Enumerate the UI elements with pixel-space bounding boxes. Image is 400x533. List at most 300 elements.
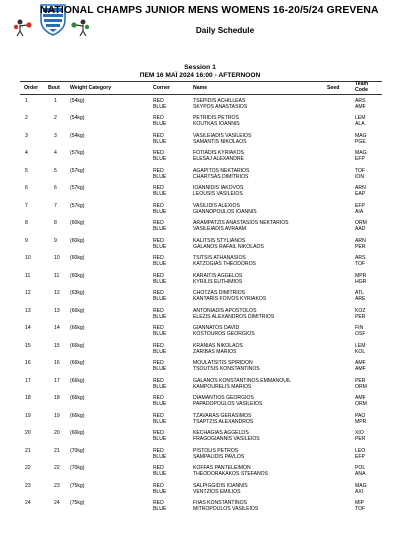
red-boxer-name: MOULATSITIS SPIRIDON: [193, 360, 253, 366]
column-header-weight-category: Weight Category: [70, 85, 112, 91]
red-team-code: ATL: [355, 290, 364, 296]
red-boxer-name: TZAVARAS GERASIMOS: [193, 412, 252, 419]
red-team-code: POL: [355, 465, 366, 471]
page-header: [0, 0, 400, 44]
order-cell: 7: [25, 202, 28, 209]
corner-red-label: RED: [153, 360, 164, 366]
corner-cell: [153, 448, 166, 460]
corner-cell: [153, 378, 166, 390]
blue-boxer-name: SAMANTIS NIKOLAOS: [193, 138, 247, 145]
blue-team-code: ORM: [355, 383, 367, 390]
team-code-cell: [355, 483, 367, 495]
corner-red-label: RED: [153, 342, 164, 349]
corner-blue-label: BLUE: [153, 173, 167, 180]
bout-cell: 20: [54, 430, 60, 436]
corner-red-label: RED: [153, 325, 164, 331]
corner-red-label: RED: [153, 237, 164, 244]
corner-cell: [153, 238, 166, 250]
corner-red-label: RED: [153, 115, 164, 121]
order-cell: 13: [25, 307, 31, 314]
order-cell: 18: [25, 395, 31, 401]
red-boxer-name: ANTONIADIS APOSTOLOS: [193, 307, 257, 314]
corner-red-label: RED: [153, 185, 164, 191]
bout-cell: 3: [54, 132, 57, 139]
table-row: [0, 202, 400, 220]
table-row: [0, 149, 400, 167]
corner-red-label: RED: [153, 377, 164, 384]
red-boxer-name: AGAPITOS NEKTARIOS: [193, 167, 250, 174]
team-code-cell: [355, 98, 366, 110]
corner-red-label: RED: [153, 220, 164, 226]
bout-cell: 2: [54, 115, 57, 121]
blue-boxer-name: PAPADOPOULOS VASILEIOS: [193, 401, 263, 407]
team-code-cell: [355, 500, 365, 512]
red-boxer-name: KALITSIS STYLIANOS: [193, 237, 246, 244]
bout-cell: 19: [54, 412, 60, 419]
team-code-cell: [355, 290, 365, 302]
corner-blue-label: BLUE: [153, 278, 167, 285]
red-team-code: MPR: [355, 272, 367, 279]
team-code-cell: [355, 430, 365, 442]
corner-blue-label: BLUE: [153, 488, 167, 495]
red-team-code: ARS: [355, 97, 366, 104]
table-row: [0, 464, 400, 482]
corner-cell: [153, 98, 166, 110]
red-team-code: AMF: [355, 395, 366, 401]
blue-boxer-name: VASILEIADIS AVRAAM: [193, 226, 247, 232]
red-boxer-name: CHOTZAS DIMITRIOS: [193, 290, 246, 296]
bout-cell: 14: [54, 325, 60, 331]
corner-cell: [153, 185, 166, 197]
corner-blue-label: BLUE: [153, 418, 167, 425]
bout-cell: 21: [54, 447, 60, 454]
weight-category-cell: (70kg): [70, 447, 85, 454]
order-cell: 15: [25, 342, 31, 349]
corner-cell: [153, 483, 166, 495]
weight-category-cell: (60kg): [70, 255, 85, 261]
bout-cell: 7: [54, 202, 57, 209]
column-header-team-code: [355, 82, 368, 93]
red-team-code: LEM: [355, 115, 366, 121]
team-code-cell: [355, 255, 365, 267]
bout-cell: 23: [54, 482, 60, 489]
weight-category-cell: (54kg): [70, 115, 85, 121]
corner-red-label: RED: [153, 465, 164, 471]
order-cell: 12: [25, 290, 31, 296]
red-team-code: MAG: [355, 482, 367, 489]
table-row: [0, 114, 400, 132]
red-boxer-name: TSITSIS ATHANASIOS: [193, 255, 246, 261]
name-cell: [193, 185, 243, 197]
bout-cell: 4: [54, 150, 57, 156]
name-cell: [193, 360, 260, 372]
corner-cell: [153, 413, 166, 425]
name-cell: [193, 483, 248, 495]
red-boxer-name: FOTIADIS KYRIAKOS: [193, 150, 244, 156]
column-header-order: Order: [24, 85, 39, 91]
name-cell: [193, 395, 262, 407]
name-cell: [193, 325, 255, 337]
red-boxer-name: PETRIDIS PETROS: [193, 115, 239, 121]
order-cell: 23: [25, 482, 31, 489]
red-team-code: MAG: [355, 150, 367, 156]
blue-team-code: AIA: [355, 208, 364, 215]
corner-red-label: RED: [153, 290, 164, 296]
corner-blue-label: BLUE: [153, 138, 167, 145]
table-row: [0, 324, 400, 342]
corner-cell: [153, 115, 166, 127]
order-cell: 17: [25, 377, 31, 384]
blue-team-code: AAD: [355, 226, 366, 232]
table-row: [0, 377, 400, 395]
corner-blue-label: BLUE: [153, 121, 167, 127]
corner-blue-label: BLUE: [153, 401, 167, 407]
red-boxer-name: FIIAS KONSTANTINOS: [193, 500, 247, 506]
red-boxer-name: VASILEIADIS VASILEIOS: [193, 132, 252, 139]
blue-team-code: AMF: [355, 366, 366, 372]
name-cell: [193, 220, 289, 232]
blue-team-code: HGR: [355, 278, 367, 285]
red-team-code: KOZ: [355, 307, 366, 314]
team-code-cell: [355, 238, 366, 250]
corner-blue-label: BLUE: [153, 261, 167, 267]
red-boxer-name: GALANOS KONSTANTINOS EMMANOUIL: [193, 377, 292, 384]
corner-red-label: RED: [153, 97, 164, 104]
weight-category-cell: (63kg): [70, 290, 85, 296]
table-row: [0, 394, 400, 412]
table-row: [0, 97, 400, 115]
corner-red-label: RED: [153, 447, 164, 454]
order-cell: 3: [25, 132, 28, 139]
team-code-cell: [355, 395, 367, 407]
weight-category-cell: (54kg): [70, 132, 85, 139]
order-cell: 10: [25, 255, 31, 261]
blue-boxer-name: CHARTSAS DIMITRIOS: [193, 173, 249, 180]
red-team-code: PER: [355, 377, 366, 384]
red-team-code: LEM: [355, 342, 366, 349]
weight-category-cell: (75kg): [70, 482, 85, 489]
blue-team-code: EAP: [355, 191, 366, 197]
team-code-cell: [355, 360, 366, 372]
weight-category-cell: (66kg): [70, 325, 85, 331]
corner-red-label: RED: [153, 412, 164, 419]
red-team-code: PAO: [355, 412, 366, 419]
corner-red-label: RED: [153, 482, 164, 489]
red-boxer-name: KRANIAS NIKOLAOS: [193, 342, 243, 349]
blue-team-code: PER: [355, 436, 366, 442]
order-cell: 16: [25, 360, 31, 366]
blue-team-code: PER: [355, 243, 366, 250]
team-code-cell: [355, 203, 365, 215]
red-boxer-name: IOANNIDIS IAKOVOS: [193, 185, 244, 191]
blue-boxer-name: FRAGOGIANNIS VASILEIOS: [193, 436, 260, 442]
blue-team-code: ANA: [355, 471, 366, 477]
corner-red-label: RED: [153, 150, 164, 156]
corner-blue-label: BLUE: [153, 156, 167, 162]
blue-boxer-name: GALANOS RAFAIL NIKOLAOS: [193, 243, 264, 250]
blue-boxer-name: TSOUTSIS KONSTANTINOS: [193, 366, 260, 372]
order-cell: 6: [25, 185, 28, 191]
red-boxer-name: TSEPIDIS ACHILLEAS: [193, 97, 246, 104]
table-row: [0, 219, 400, 237]
name-cell: [193, 203, 257, 215]
corner-cell: [153, 203, 166, 215]
column-header-team-line1: Team: [355, 81, 369, 87]
team-code-cell: [355, 168, 365, 180]
team-code-cell: [355, 150, 367, 162]
column-header-name: Name: [193, 85, 208, 91]
blue-team-code: ARE: [355, 296, 366, 302]
weight-category-cell: (60kg): [70, 272, 85, 279]
weight-category-cell: (60kg): [70, 220, 85, 226]
table-row: [0, 429, 400, 447]
blue-boxer-name: SAMPALIDIS PAVLOS: [193, 453, 245, 460]
blue-team-code: ION: [355, 173, 365, 180]
corner-cell: [153, 360, 166, 372]
name-cell: [193, 413, 253, 425]
name-cell: [193, 500, 258, 512]
corner-cell: [153, 395, 166, 407]
bout-cell: 5: [54, 167, 57, 174]
corner-cell: [153, 255, 166, 267]
corner-blue-label: BLUE: [153, 366, 167, 372]
weight-category-cell: (57kg): [70, 185, 85, 191]
table-row: [0, 237, 400, 255]
team-code-cell: [355, 378, 367, 390]
order-cell: 9: [25, 237, 28, 244]
blue-team-code: KOL: [355, 348, 366, 355]
team-code-cell: [355, 185, 366, 197]
column-header-bout: Bout: [48, 85, 60, 91]
corner-cell: [153, 465, 166, 477]
column-header-corner: Corner: [153, 85, 171, 91]
order-cell: 1: [25, 97, 28, 104]
blue-boxer-name: TSAPTZIS ALEXANDROS: [193, 418, 254, 425]
team-code-cell: [355, 448, 365, 460]
corner-red-label: RED: [153, 500, 164, 506]
weight-category-cell: (66kg): [70, 342, 85, 349]
weight-category-cell: (75kg): [70, 500, 85, 506]
red-team-code: AMF: [355, 360, 366, 366]
name-cell: [193, 255, 256, 267]
order-cell: 20: [25, 430, 31, 436]
corner-blue-label: BLUE: [153, 208, 167, 215]
name-cell: [193, 98, 247, 110]
red-boxer-name: KECHAGIAS AGGELOS: [193, 430, 249, 436]
bout-cell: 12: [54, 290, 60, 296]
bout-cell: 13: [54, 307, 60, 314]
blue-boxer-name: ELESAJ ALEXANDRE: [193, 156, 244, 162]
bout-cell: 16: [54, 360, 60, 366]
weight-category-cell: (57kg): [70, 150, 85, 156]
team-code-cell: [355, 273, 366, 285]
blue-team-code: EFP: [355, 156, 365, 162]
red-boxer-name: GIANNATOS DAVID: [193, 325, 240, 331]
red-team-code: MAG: [355, 132, 367, 139]
red-team-code: LEO: [355, 447, 366, 454]
corner-blue-label: BLUE: [153, 226, 167, 232]
bout-cell: 22: [54, 465, 60, 471]
table-row: [0, 184, 400, 202]
blue-boxer-name: MITROPOULOS VASILEIOS: [193, 506, 259, 512]
team-code-cell: [355, 308, 365, 320]
weight-category-cell: (60kg): [70, 237, 85, 244]
blue-team-code: AXI: [355, 488, 364, 495]
blue-boxer-name: ZARIBAS MARIOS: [193, 348, 237, 355]
corner-cell: [153, 325, 166, 337]
name-cell: [193, 273, 242, 285]
bout-cell: 1: [54, 97, 57, 104]
table-row: [0, 359, 400, 377]
corner-blue-label: BLUE: [153, 383, 167, 390]
table-header-divider: [20, 94, 382, 95]
name-cell: [193, 448, 244, 460]
bout-cell: 8: [54, 220, 57, 226]
table-row: [0, 307, 400, 325]
blue-boxer-name: KYRILIS EUTHIMIOS: [193, 278, 243, 285]
blue-boxer-name: ELEZIS ALEXANDROS DIMITRIOS: [193, 313, 275, 320]
corner-cell: [153, 500, 166, 512]
blue-team-code: TOF: [355, 506, 366, 512]
name-cell: [193, 430, 260, 442]
team-code-cell: [355, 133, 367, 145]
red-team-code: XIO: [355, 430, 364, 436]
table-row: [0, 132, 400, 150]
red-team-code: ARN: [355, 185, 366, 191]
blue-boxer-name: KATZOGIAS THEODOROS: [193, 261, 256, 267]
session-datetime: ΠΕΜ 16 ΜΑΪ 2024 16:00 - AFTERNOON: [139, 72, 261, 79]
table-row: [0, 167, 400, 185]
corner-cell: [153, 290, 166, 302]
team-code-cell: [355, 343, 365, 355]
blue-boxer-name: VENTZIOS EMILIOS: [193, 488, 241, 495]
bout-cell: 15: [54, 342, 60, 349]
corner-blue-label: BLUE: [153, 453, 167, 460]
weight-category-cell: (57kg): [70, 202, 85, 209]
name-cell: [193, 343, 243, 355]
order-cell: 11: [25, 272, 31, 279]
blue-boxer-name: GIANNOPOULOS IOANNIS: [193, 208, 257, 215]
corner-blue-label: BLUE: [153, 331, 167, 337]
weight-category-cell: (70kg): [70, 465, 85, 471]
red-boxer-name: SALPIGGIDIS IOANNIS: [193, 482, 248, 489]
weight-category-cell: (66kg): [70, 412, 85, 419]
corner-cell: [153, 168, 166, 180]
blue-team-code: EFP: [355, 453, 365, 460]
name-cell: [193, 378, 291, 390]
table-row: [0, 412, 400, 430]
table-row: [0, 272, 400, 290]
order-cell: 22: [25, 465, 31, 471]
corner-red-label: RED: [153, 272, 164, 279]
table-row: [0, 254, 400, 272]
bout-cell: 11: [54, 272, 60, 279]
table-row: [0, 289, 400, 307]
corner-red-label: RED: [153, 132, 164, 139]
blue-boxer-name: LEOUSIS VASILEIOS: [193, 191, 243, 197]
red-team-code: MIP: [355, 500, 365, 506]
red-team-code: EFP: [355, 202, 365, 209]
red-boxer-name: KARAITIS AGGELOS: [193, 272, 243, 279]
bout-cell: 17: [54, 377, 60, 384]
table-row: [0, 482, 400, 500]
column-header-seed: Seed: [327, 85, 340, 91]
order-cell: 5: [25, 167, 28, 174]
blue-team-code: MPR: [355, 418, 367, 425]
bout-cell: 6: [54, 185, 57, 191]
blue-boxer-name: KANTARIS FOIVOS KYRIAKOS: [193, 296, 267, 302]
name-cell: [193, 115, 240, 127]
corner-red-label: RED: [153, 307, 164, 314]
weight-category-cell: (54kg): [70, 97, 85, 104]
blue-boxer-name: KOSTOUROS GEORGIOS: [193, 331, 255, 337]
corner-blue-label: BLUE: [153, 296, 167, 302]
corner-red-label: RED: [153, 395, 164, 401]
corner-blue-label: BLUE: [153, 313, 167, 320]
blue-team-code: PER: [355, 313, 366, 320]
team-code-cell: [355, 465, 365, 477]
red-team-code: ORM: [355, 220, 367, 226]
corner-blue-label: BLUE: [153, 191, 167, 197]
blue-boxer-name: THEODORAKAKOS STEFANOS: [193, 471, 269, 477]
corner-cell: [153, 430, 166, 442]
order-cell: 19: [25, 412, 31, 419]
corner-red-label: RED: [153, 430, 164, 436]
corner-cell: [153, 150, 166, 162]
red-team-code: ARS: [355, 255, 366, 261]
blue-boxer-name: KOUTKAS IOANNIS: [193, 121, 240, 127]
order-cell: 8: [25, 220, 28, 226]
corner-blue-label: BLUE: [153, 436, 167, 442]
weight-category-cell: (57kg): [70, 167, 85, 174]
corner-cell: [153, 308, 166, 320]
weight-category-cell: (66kg): [70, 360, 85, 366]
order-cell: 14: [25, 325, 31, 331]
red-boxer-name: KOFFAS PANTELEIMON: [193, 465, 251, 471]
corner-red-label: RED: [153, 255, 164, 261]
table-row: [0, 499, 400, 517]
team-code-cell: [355, 413, 366, 425]
red-boxer-name: DIAMANTIOS GEORGIOS: [193, 395, 254, 401]
corner-cell: [153, 273, 166, 285]
blue-team-code: TOF: [355, 261, 366, 267]
bout-cell: 24: [54, 500, 60, 506]
team-code-cell: [355, 115, 365, 127]
corner-red-label: RED: [153, 202, 164, 209]
blue-team-code: ALA: [355, 121, 365, 127]
blue-boxer-name: SKYPOS ANASTASIOS: [193, 103, 248, 110]
name-cell: [193, 290, 266, 302]
order-cell: 24: [25, 500, 31, 506]
bout-cell: 9: [54, 237, 57, 244]
blue-team-code: PGE: [355, 138, 366, 145]
red-team-code: TOF: [355, 167, 366, 174]
corner-blue-label: BLUE: [153, 506, 167, 512]
name-cell: [193, 150, 244, 162]
table-row: [0, 447, 400, 465]
corner-red-label: RED: [153, 167, 164, 174]
name-cell: [193, 168, 249, 180]
red-boxer-name: ARAMPATZIS ANASTASIOS NEKTARIOS: [193, 220, 289, 226]
red-boxer-name: VASILIDIS ALEXIOS: [193, 202, 240, 209]
blue-team-code: ORM: [355, 401, 367, 407]
order-cell: 4: [25, 150, 28, 156]
corner-blue-label: BLUE: [153, 103, 167, 110]
name-cell: [193, 308, 274, 320]
corner-cell: [153, 220, 166, 232]
red-team-code: ARN: [355, 237, 366, 244]
bout-cell: 18: [54, 395, 60, 401]
